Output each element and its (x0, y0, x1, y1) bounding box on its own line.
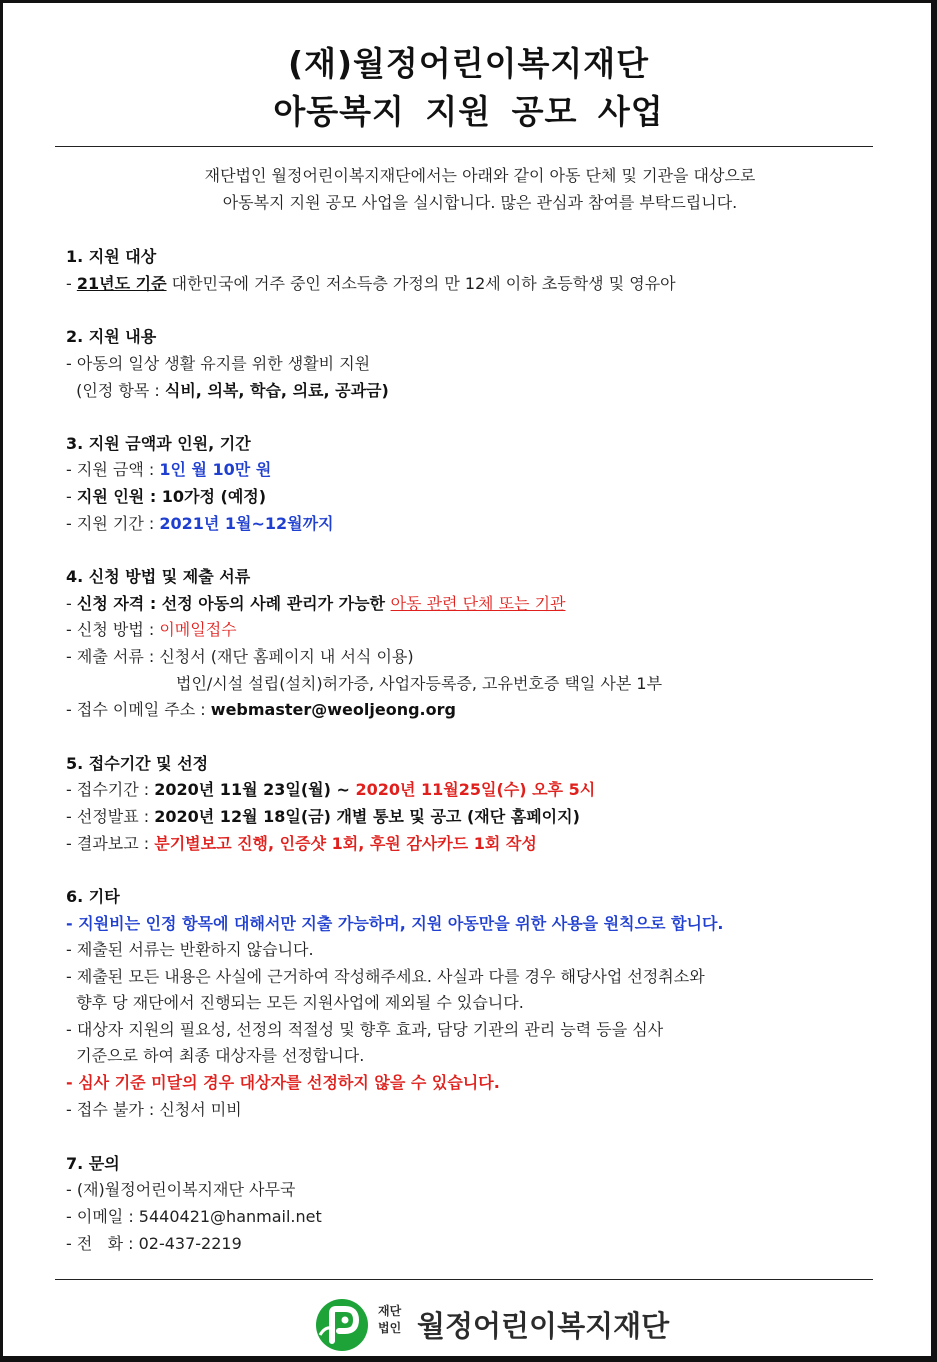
section6-line4: 향후 당 재단에서 진행되는 모든 지원사업에 제외될 수 있습니다. (66, 993, 524, 1012)
dash: - (66, 594, 77, 613)
top-divider (55, 146, 873, 147)
section1-heading: 1. 지원 대상 (66, 247, 157, 266)
section2-heading: 2. 지원 내용 (66, 327, 157, 346)
section5-line3 (66, 831, 537, 854)
section4-line4: 법인/시설 설립(설치)허가증, 사업자등록증, 고유번호증 택일 사본 1부 (176, 674, 663, 693)
section5-heading: 5. 접수기간 및 선정 (66, 754, 209, 773)
logo-small-text (378, 1303, 401, 1337)
bottom-divider (55, 1279, 873, 1280)
period-value: 2021년 1월~12월까지 (159, 514, 334, 533)
target-desc: 대한민국에 거주 중인 저소득층 가정의 만 12세 이하 초등학생 및 영유아 (166, 274, 676, 293)
section6-line1: - 지원비는 인정 항목에 대해서만 지출 가능하며, 지원 아동만을 위한 사용을 원칙으로 합니다. (66, 914, 724, 933)
section5-line2 (66, 804, 580, 827)
period-label: - 지원 기간 : (66, 514, 160, 533)
section3-line3 (66, 511, 334, 534)
section3-line1 (66, 457, 271, 480)
items-label: (인정 항목 : (66, 381, 165, 400)
page-title-line2: 아동복지 지원 공모 사업 (273, 92, 664, 131)
eligibility-highlight: 아동 관련 단체 또는 기관 (390, 594, 566, 613)
amount-value: 1인 월 10만 원 (159, 460, 272, 479)
eligibility-text: 신청 자격 : 선정 아동의 사례 관리가 가능한 (76, 594, 391, 613)
headcount-text: 지원 인원 : 10가정 (예정) (76, 487, 267, 506)
intro-line1: 재단법인 월정어린이복지재단에서는 아래와 같이 아동 단체 및 기관을 대상으로 (204, 166, 756, 185)
intro-line2: 아동복지 지원 공모 사업을 실시합니다. 많은 관심과 참여를 부탁드립니다. (222, 193, 738, 212)
section6-line8: - 접수 불가 : 신청서 미비 (66, 1100, 242, 1119)
section4-line3: - 제출 서류 : 신청서 (재단 홈페이지 내 서식 이용) (66, 647, 414, 666)
reception-start: 2020년 11월 23일(월) ~ (154, 780, 356, 799)
section6-line7: - 심사 기준 미달의 경우 대상자를 선정하지 않을 수 있습니다. (66, 1073, 500, 1092)
section7-line2: - 이메일 : 5440421@hanmail.net (66, 1207, 322, 1226)
section7-line1: - (재)월정어린이복지재단 사무국 (66, 1180, 296, 1199)
submission-email: webmaster@weoljeong.org (210, 700, 456, 719)
section4-line2 (66, 617, 237, 640)
section3-heading: 3. 지원 금액과 인원, 기간 (66, 434, 251, 453)
section6-line5: - 대상자 지원의 필요성, 선정의 적절성 및 향후 효과, 담당 기관의 관리 능력 등을 심사 (66, 1020, 664, 1039)
foundation-emblem-icon (312, 1295, 372, 1355)
announce-value: 2020년 12월 18일(금) 개별 통보 및 공고 (재단 홈페이지) (154, 807, 580, 826)
reception-label: - 접수기간 : (66, 780, 155, 799)
section6-line2: - 제출된 서류는 반환하지 않습니다. (66, 940, 314, 959)
section4-heading: 4. 신청 방법 및 제출 서류 (66, 567, 251, 586)
items-values: 식비, 의복, 학습, 의료, 공과금) (164, 381, 389, 400)
foundation-logo (312, 1295, 670, 1355)
section2-line1: - 아동의 일상 생활 유지를 위한 생활비 지원 (66, 354, 371, 373)
dash: - (66, 487, 77, 506)
reception-deadline: 2020년 11월25일(수) 오후 5시 (355, 780, 596, 799)
section7-line3: - 전 화 : 02-437-2219 (66, 1234, 242, 1253)
logo-small-line1: 재단 (378, 1304, 402, 1318)
report-label: - 결과보고 : (66, 834, 155, 853)
section5-line1 (66, 777, 595, 800)
dash: - (66, 274, 77, 293)
report-value: 분기별보고 진행, 인증샷 1회, 후원 감사카드 1회 작성 (154, 834, 537, 853)
section4-line5 (66, 697, 456, 720)
section3-line2 (66, 484, 266, 507)
section7-heading: 7. 문의 (66, 1154, 120, 1173)
section6-heading: 6. 기타 (66, 887, 120, 906)
logo-small-line2: 법인 (378, 1321, 402, 1335)
amount-label: - 지원 금액 : (66, 460, 160, 479)
announce-label: - 선정발표 : (66, 807, 155, 826)
section2-line2 (66, 378, 389, 401)
section6-line3: - 제출된 모든 내용은 사실에 근거하여 작성해주세요. 사실과 다를 경우 해당사업 선정취소와 (66, 967, 705, 986)
section6-line6: 기준으로 하여 최종 대상자를 선정합니다. (66, 1046, 365, 1065)
email-label: - 접수 이메일 주소 : (66, 700, 211, 719)
method-label: - 신청 방법 : (66, 620, 160, 639)
base-year-text: 21년도 기준 (76, 274, 167, 293)
page-title-line1: (재)월정어린이복지재단 (288, 44, 649, 83)
section4-line1 (66, 591, 565, 614)
logo-name: 월정어린이복지재단 (417, 1309, 670, 1343)
method-value: 이메일접수 (159, 620, 237, 639)
section1-line1 (66, 271, 676, 294)
